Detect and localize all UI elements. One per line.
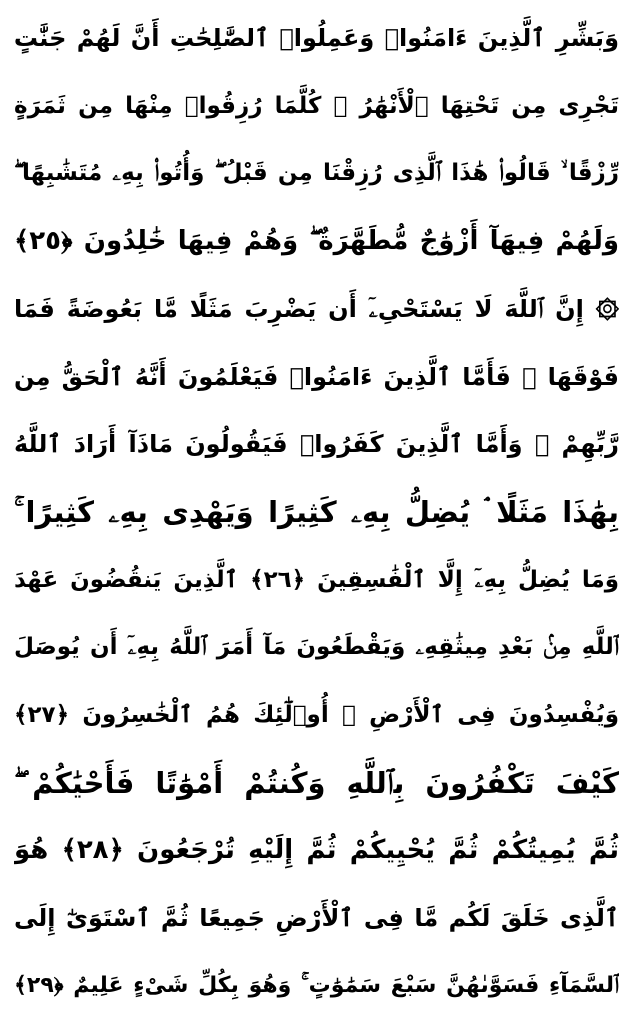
- text-line-13: ثُمَّ يُمِيتُكُمْ ثُمَّ يُحْيِيكُمْ ثُمَّ إِلَيْهِ تُرْجَعُونَ ﴿٢٨﴾ هُوَ: [14, 835, 619, 866]
- text-line-3: رِّزْقًا ۙ قَالُوا۟ هَٰذَا ٱلَّذِى رُزِقْنَا مِن قَبْلُ ۖ وَأُتُوا۟ بِهِۦ مُتَشَٰبِهًا ۖ: [14, 160, 619, 187]
- text-line-11: وَيُفْسِدُونَ فِى ٱلْأَرْضِ ۚ أُو۟لَٰٓئِكَ هُمُ ٱلْخَٰسِرُونَ ﴿٢٧﴾: [14, 702, 619, 729]
- text-line-14: ٱلَّذِى خَلَقَ لَكُم مَّا فِى ٱلْأَرْضِ جَمِيعًا ثُمَّ ٱسْتَوَىٰٓ إِلَى: [14, 904, 619, 933]
- text-line-7: رَّبِّهِمْ ۖ وَأَمَّا ٱلَّذِينَ كَفَرُوا۟ فَيَقُولُونَ مَاذَآ أَرَادَ ٱللَّهُ: [14, 430, 619, 459]
- text-line-2: تَجْرِى مِن تَحْتِهَا ٱلْأَنْهَٰرُ ۖ كُلَّمَا رُزِقُوا۟ مِنْهَا مِن ثَمَرَةٍ: [14, 92, 619, 119]
- text-line-15: ٱلسَّمَآءِ فَسَوَّىٰهُنَّ سَبْعَ سَمَٰوَٰتٍ ۚ وَهُوَ بِكُلِّ شَىْءٍ عَلِيمٌ ﴿٢٩﴾: [14, 972, 619, 998]
- mushaf-page: [14, 4, 619, 1020]
- text-line-8: بِهَٰذَا مَثَلًا ۘ يُضِلُّ بِهِۦ كَثِيرًا وَيَهْدِى بِهِۦ كَثِيرًا ۚ: [14, 494, 619, 529]
- text-line-4: وَلَهُمْ فِيهَآ أَزْوَٰجٌ مُّطَهَّرَةٌ ۖ وَهُمْ فِيهَا خَٰلِدُونَ ﴿٢٥﴾: [14, 226, 619, 257]
- verse-lines: [14, 4, 619, 1020]
- text-line-9: وَمَا يُضِلُّ بِهِۦٓ إِلَّا ٱلْفَٰسِقِينَ ﴿٢٦﴾ ٱلَّذِينَ يَنقُضُونَ عَهْدَ: [14, 566, 619, 593]
- text-line-6: فَوْقَهَا ۚ فَأَمَّا ٱلَّذِينَ ءَامَنُوا۟ فَيَعْلَمُونَ أَنَّهُ ٱلْحَقُّ مِن: [14, 362, 619, 391]
- text-line-1: وَبَشِّرِ ٱلَّذِينَ ءَامَنُوا۟ وَعَمِلُوا۟ ٱلصَّٰلِحَٰتِ أَنَّ لَهُمْ جَنَّٰتٍ: [14, 24, 619, 52]
- text-line-10: ٱللَّهِ مِنۢ بَعْدِ مِيثَٰقِهِۦ وَيَقْطَعُونَ مَآ أَمَرَ ٱللَّهُ بِهِۦٓ أَن يُوصَلَ: [14, 634, 619, 661]
- text-line-12: كَيْفَ تَكْفُرُونَ بِٱللَّهِ وَكُنتُمْ أَمْوَٰتًا فَأَحْيَٰكُمْ ۖ: [14, 765, 619, 800]
- text-line-5: ۞ إِنَّ ٱللَّهَ لَا يَسْتَحْىِۦٓ أَن يَضْرِبَ مَثَلًا مَّا بَعُوضَةً فَمَا: [14, 294, 619, 323]
